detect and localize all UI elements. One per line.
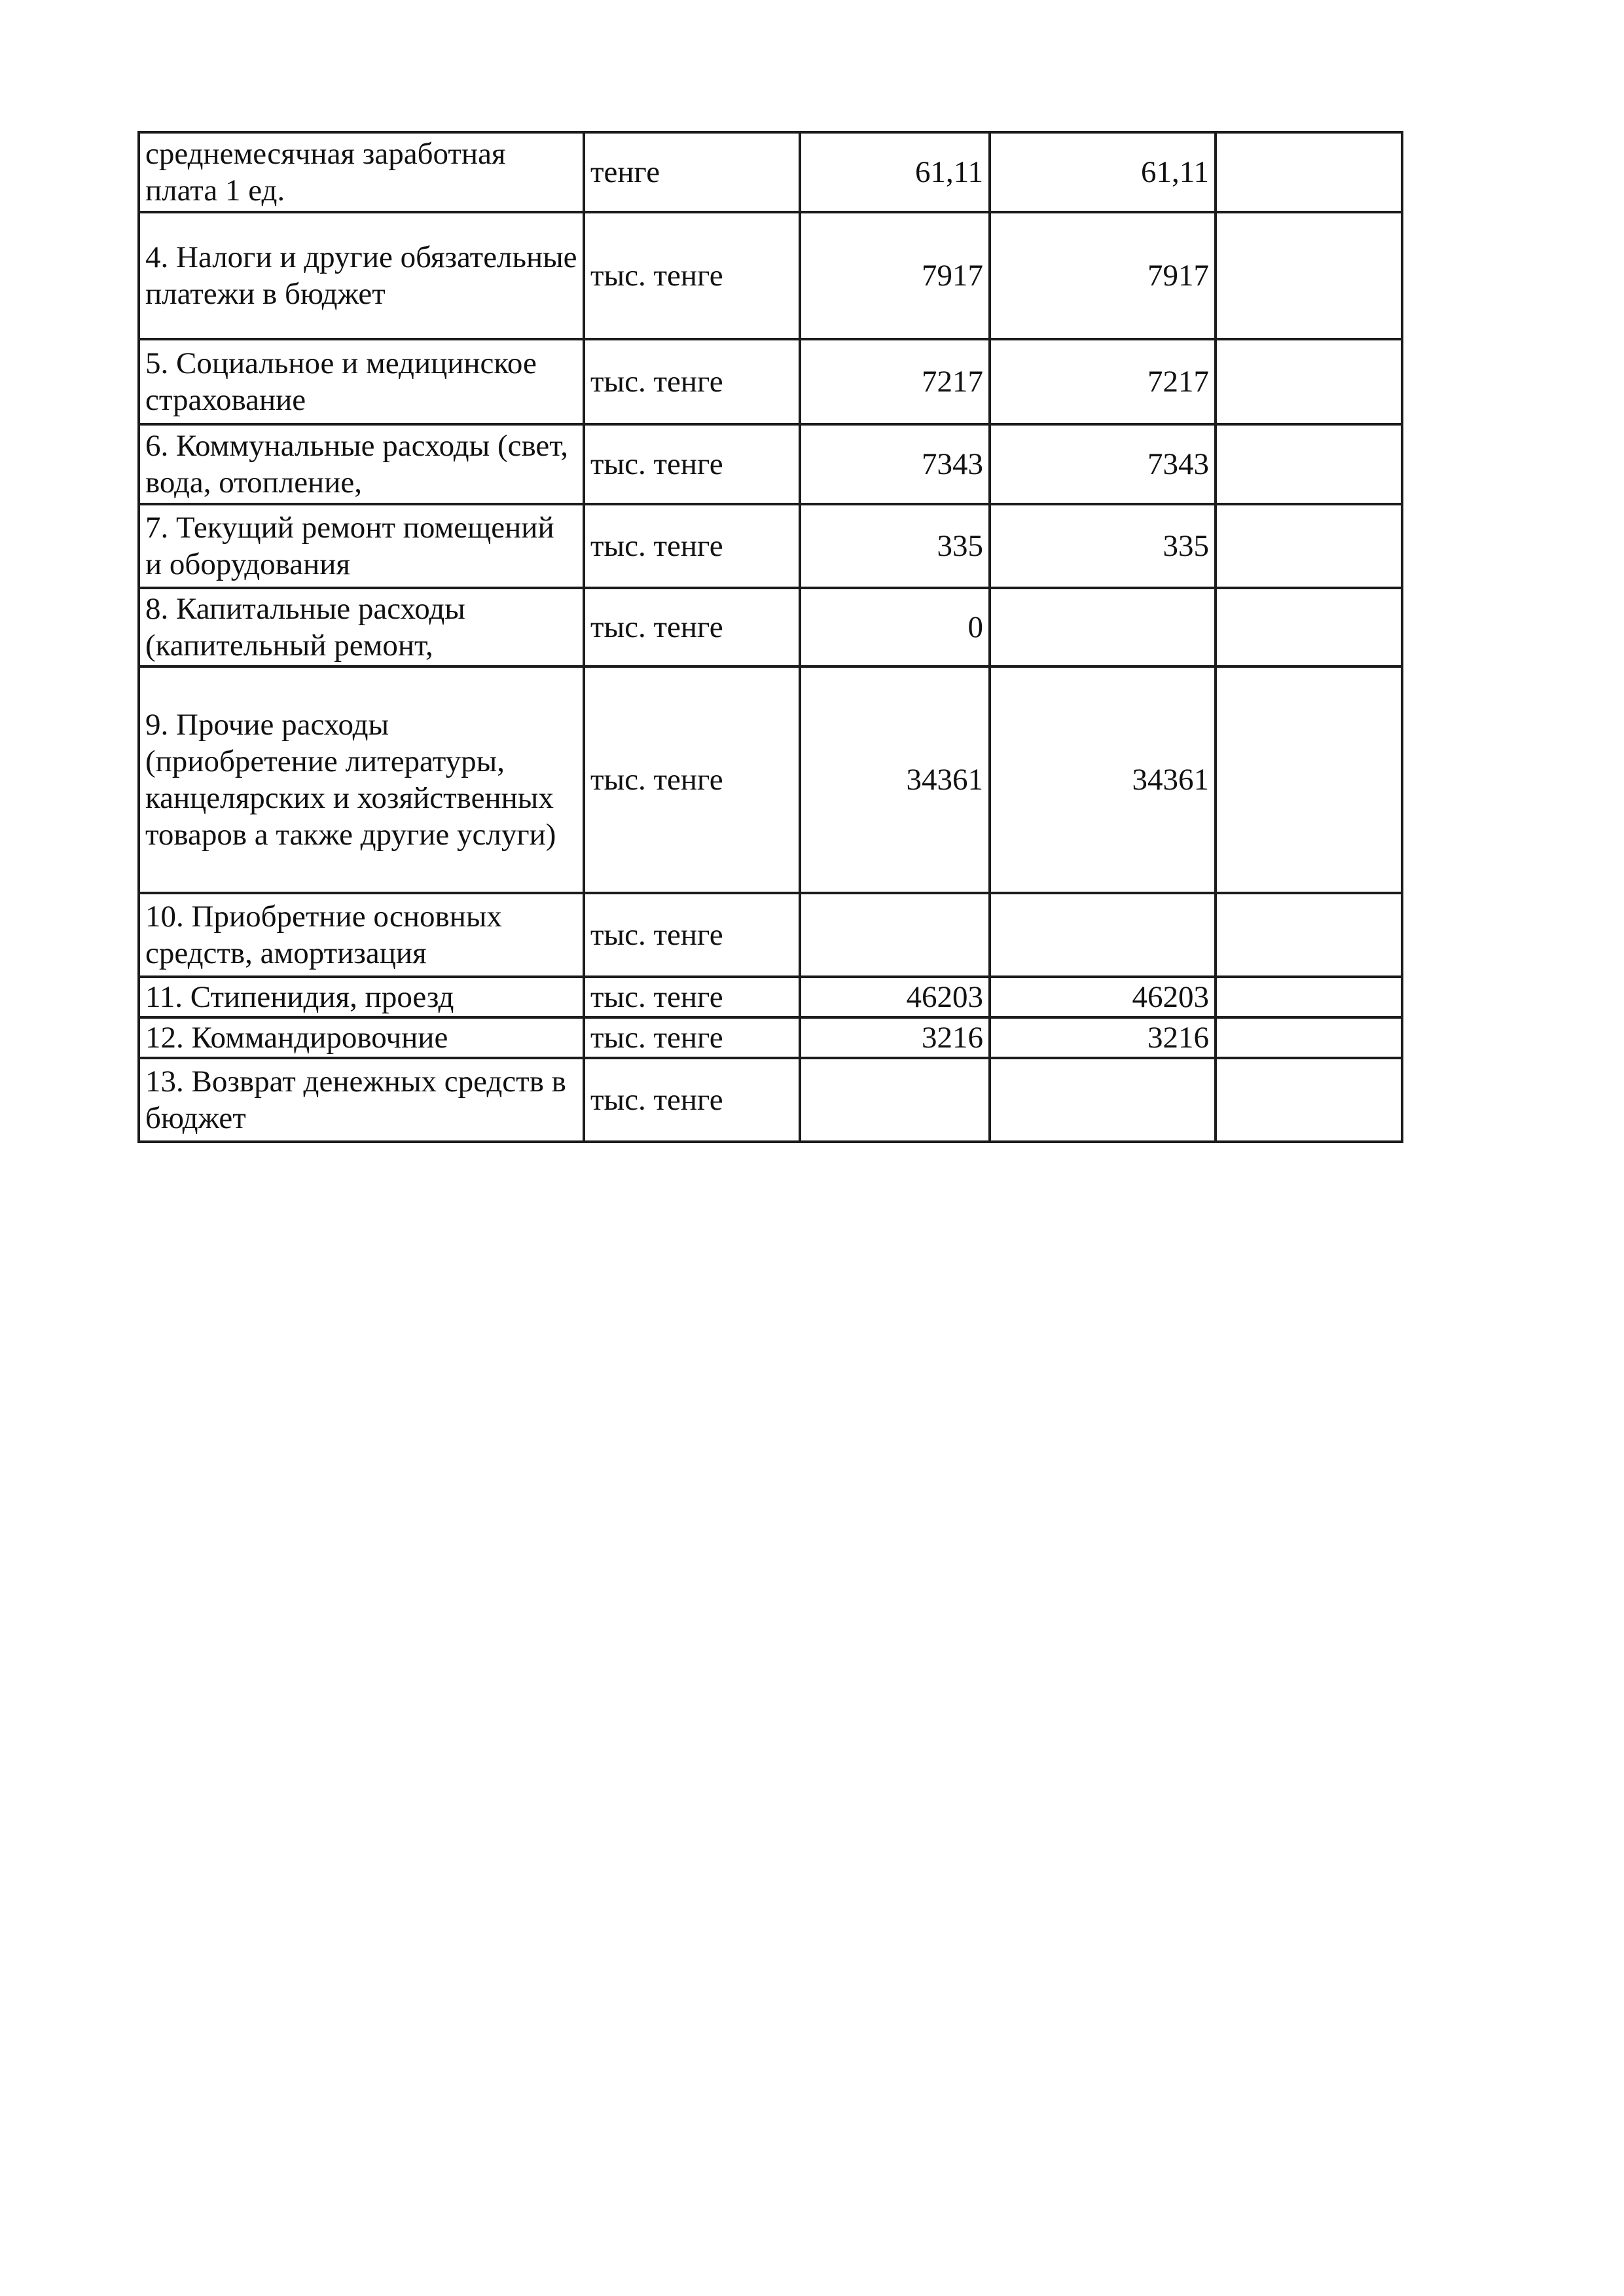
extra-cell: [1216, 977, 1402, 1017]
table-row: [139, 588, 1402, 666]
item-name-cell: 13. Возврат денежных средств в бюджет: [139, 1058, 584, 1142]
item-name-cell: 12. Коммандировочние: [139, 1017, 584, 1058]
plan-value-cell: [800, 1058, 990, 1142]
unit-cell: тыс. тенге: [584, 1058, 800, 1142]
table-row: [139, 1017, 1402, 1058]
item-name-cell: 11. Стипенидия, проезд: [139, 977, 584, 1017]
item-name-cell: 6. Коммунальные расходы (свет, вода, отопление,: [139, 424, 584, 504]
item-name-cell: 8. Капитальные расходы (капительный ремонт,: [139, 588, 584, 666]
plan-value-cell: 7917: [800, 212, 990, 339]
table-row: [139, 339, 1402, 424]
table-row: [139, 504, 1402, 588]
budget-table: [137, 131, 1403, 1143]
fact-value-cell: 34361: [990, 666, 1216, 893]
extra-cell: [1216, 1017, 1402, 1058]
item-name-cell: 10. Приобретние основных средств, амортизация: [139, 893, 584, 977]
plan-value-cell: 0: [800, 588, 990, 666]
fact-value-cell: 335: [990, 504, 1216, 588]
unit-cell: тыс. тенге: [584, 424, 800, 504]
fact-value-cell: 7217: [990, 339, 1216, 424]
item-name-cell: среднемесячная заработная плата 1 ед.: [139, 132, 584, 212]
unit-cell: тенге: [584, 132, 800, 212]
extra-cell: [1216, 212, 1402, 339]
plan-value-cell: 7343: [800, 424, 990, 504]
extra-cell: [1216, 504, 1402, 588]
fact-value-cell: 46203: [990, 977, 1216, 1017]
fact-value-cell: [990, 588, 1216, 666]
unit-cell: тыс. тенге: [584, 893, 800, 977]
unit-cell: тыс. тенге: [584, 339, 800, 424]
item-name-cell: 4. Налоги и другие обязательные платежи в бюджет: [139, 212, 584, 339]
fact-value-cell: 61,11: [990, 132, 1216, 212]
item-name-cell: 7. Текущий ремонт помещений и оборудования: [139, 504, 584, 588]
fact-value-cell: 3216: [990, 1017, 1216, 1058]
extra-cell: [1216, 339, 1402, 424]
extra-cell: [1216, 893, 1402, 977]
unit-cell: тыс. тенге: [584, 588, 800, 666]
plan-value-cell: 34361: [800, 666, 990, 893]
unit-cell: тыс. тенге: [584, 504, 800, 588]
unit-cell: тыс. тенге: [584, 1017, 800, 1058]
extra-cell: [1216, 666, 1402, 893]
unit-cell: тыс. тенге: [584, 977, 800, 1017]
plan-value-cell: 7217: [800, 339, 990, 424]
fact-value-cell: [990, 1058, 1216, 1142]
item-name-cell: 9. Прочие расходы (приобретение литературы, канцелярских и хозяйственных товаров а также другие услуги): [139, 666, 584, 893]
plan-value-cell: 61,11: [800, 132, 990, 212]
extra-cell: [1216, 132, 1402, 212]
plan-value-cell: 46203: [800, 977, 990, 1017]
plan-value-cell: [800, 893, 990, 977]
fact-value-cell: 7343: [990, 424, 1216, 504]
table-row: [139, 132, 1402, 212]
unit-cell: тыс. тенге: [584, 212, 800, 339]
plan-value-cell: 3216: [800, 1017, 990, 1058]
extra-cell: [1216, 588, 1402, 666]
extra-cell: [1216, 424, 1402, 504]
extra-cell: [1216, 1058, 1402, 1142]
table-row: [139, 1058, 1402, 1142]
plan-value-cell: 335: [800, 504, 990, 588]
table-row: [139, 893, 1402, 977]
item-name-cell: 5. Социальное и медицинское страхование: [139, 339, 584, 424]
fact-value-cell: 7917: [990, 212, 1216, 339]
fact-value-cell: [990, 893, 1216, 977]
table-row: [139, 212, 1402, 339]
unit-cell: тыс. тенге: [584, 666, 800, 893]
table-row: [139, 424, 1402, 504]
table-row: [139, 977, 1402, 1017]
table-row: [139, 666, 1402, 893]
